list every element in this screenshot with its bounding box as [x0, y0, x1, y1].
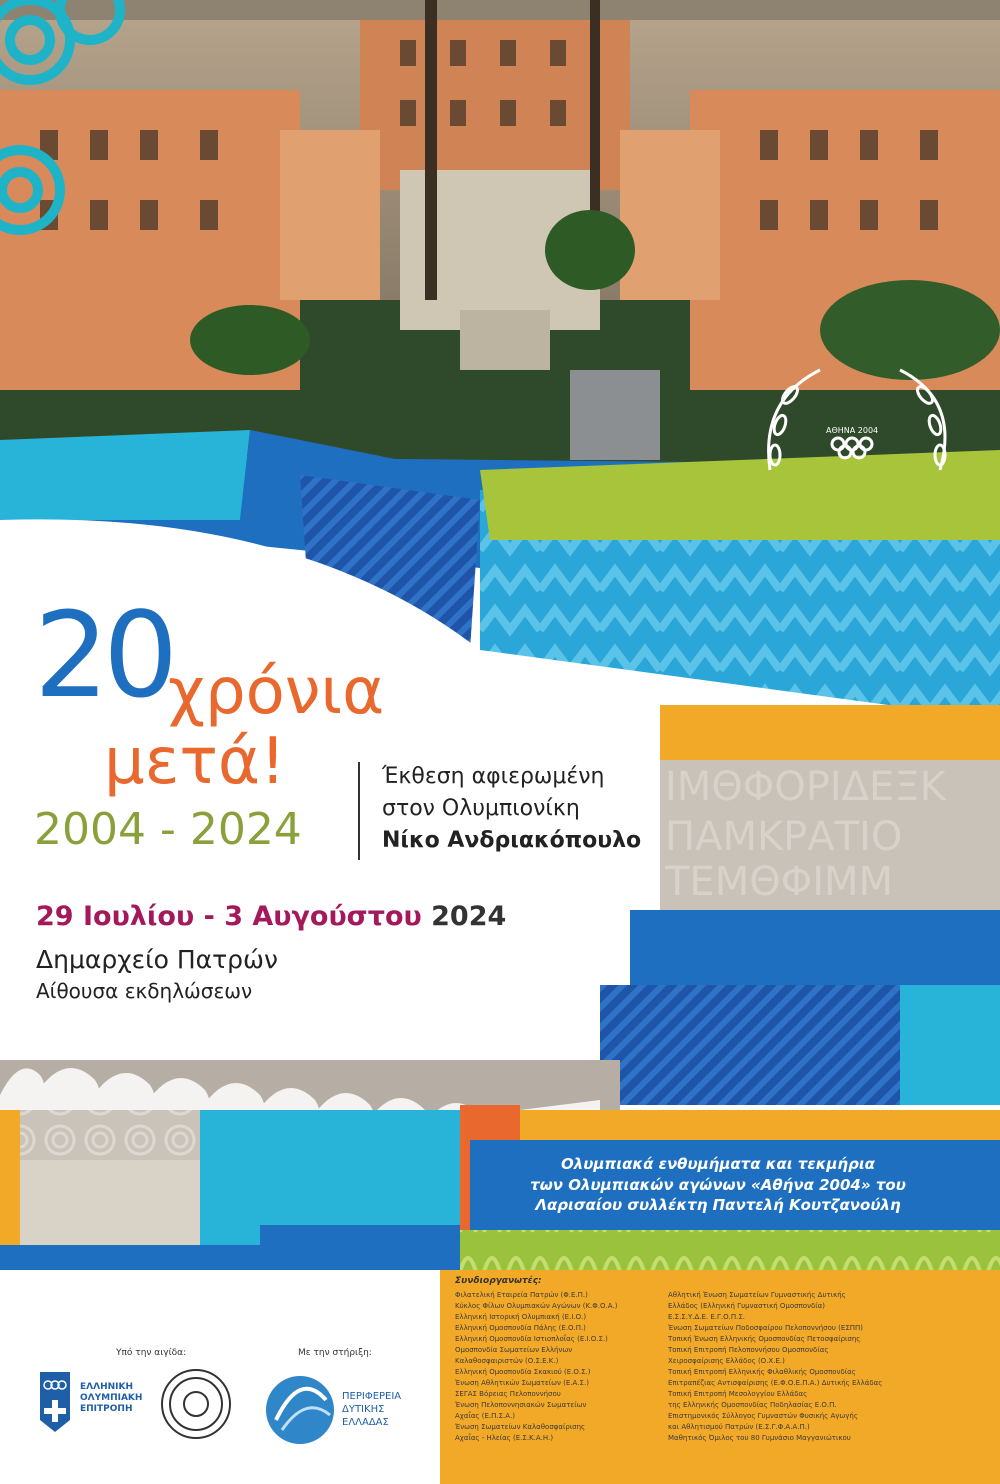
auspices-label: Υπό την αιγίδα: [116, 1348, 187, 1358]
organizer-item: Τοπική Επιτροπή Πελοποννήσου Ομοσπονδίας [668, 1346, 829, 1354]
exhibition-athlete-name: Νίκο Ανδριακόπουλο [382, 828, 642, 853]
organizer-item: Τοπική Επιτροπή Μεσολογγίου Ελλάδας [668, 1390, 808, 1398]
co-organizers-title: Συνδιοργανωτές: [455, 1276, 542, 1286]
collection-line-1: Ολυμπιακά ενθυμήματα και τεκμήρια [561, 1155, 875, 1173]
region-logo [266, 1376, 334, 1444]
region-text-line: ΕΛΛΑΔΑΣ [342, 1417, 389, 1428]
hoc-text-line: ΕΠΙΤΡΟΠΗ [80, 1404, 133, 1414]
organizer-item: Τοπική Επιτροπή Ελληνικής Φιλαθλικής Ομοσπονδίας [668, 1368, 856, 1376]
exhibition-line-2: στον Ολυμπιονίκη [382, 796, 580, 821]
event-dates [36, 902, 506, 932]
organizer-item: της Ελληνικής Ομοσπονδίας Ποδηλασίας Ε.Ο.Π. [668, 1401, 837, 1409]
headline-number: 20 [34, 586, 173, 724]
organizer-item: Ελληνική Ομοσπονδία Πάλης (Ε.Ο.Π.) [455, 1324, 586, 1332]
headline-word-later: μετά! [104, 725, 286, 799]
headline-word-years: χρόνια [168, 655, 385, 729]
organizer-item: Επιτραπέζιας Αντισφαίρισης (Ε.Φ.Ο.Ε.Π.Α.) Δυτικής Ελλάδας [668, 1379, 883, 1387]
organizer-item: Φιλατελική Εταιρεία Πατρών (Φ.Ε.Π.) [455, 1291, 588, 1299]
hoc-logo [40, 1372, 70, 1432]
event-hall: Αίθουσα εκδηλώσεων [36, 979, 253, 1003]
athens-2004-label: ΑΘΗΝΑ 2004 [826, 426, 879, 435]
exhibition-line-1: Έκθεση αφιερωμένη [382, 764, 605, 789]
organizer-item: Ένωση Πελοποννησιακών Σωματείων [455, 1401, 587, 1409]
organizer-item: Ένωση Σωματείων Καλαθοσφαίρισης [455, 1423, 586, 1431]
organizer-item: Κύκλος Φίλων Ολυμπιακών Αγώνων (Κ.Φ.Ο.Α.) [455, 1302, 618, 1310]
event-venue: Δημαρχείο Πατρών [36, 945, 278, 974]
organizer-item: Ένωση Σωματείων Ποδοσφαίρου Πελοποννήσου (ΕΣΠΠ) [668, 1324, 864, 1332]
organizer-item: Ελληνική Ομοσπονδία Ιστιοπλοΐας (Ε.Ι.Ο.Σ.) [455, 1335, 608, 1343]
organizer-item: Ελλάδος (Ελληνική Γυμναστική Ομοσπονδία) [668, 1302, 825, 1310]
organizer-item: Ελληνική Ομοσπονδία Σκακιού (Ε.Ο.Σ.) [455, 1368, 591, 1376]
organizer-item: Ομοσπονδία Σωματείων Ελλήνων [455, 1346, 573, 1354]
organizer-item: Τοπική Ένωση Ελληνικής Ομοσπονδίας Πετοσφαίρισης [668, 1335, 861, 1343]
organizer-item: Επιστημονικός Σύλλογος Γυμναστών Φυσικής Αγωγής [668, 1412, 858, 1420]
collection-description [470, 1154, 966, 1216]
organizer-item: ΣΕΓΑΣ Βόρειας Πελοποννήσου [455, 1390, 561, 1398]
organizer-item: Αχαΐας - Ηλείας (Ε.Σ.Κ.Α.Η.) [455, 1434, 554, 1442]
organizer-item: Μαθητικός Όμιλος του 80 Γυμνάσιο Μαγγανιώτικου [668, 1434, 851, 1442]
organizer-item: και Αθλητισμού Πατρών (Ε.Σ.Γ.Φ.Α.Α.Π.) [668, 1423, 810, 1431]
region-text-line: ΠΕΡΙΦΕΡΕΙΑ [342, 1391, 402, 1402]
organizer-item: Αχαΐας (Ε.Π.Σ.Α.) [455, 1412, 516, 1420]
hoc-logo-text [80, 1382, 142, 1415]
region-text-line: ΔΥΤΙΚΗΣ [342, 1404, 385, 1415]
event-date-range: 29 Ιουλίου - 3 Αυγούστου [36, 901, 422, 932]
headline-year-range: 2004 - 2024 [34, 804, 302, 855]
organizer-item: Ελληνική Ιστορική Ολυμπιακή (Ε.Ι.Ο.) [455, 1313, 587, 1321]
hoc-text-line: ΕΛΛΗΝΙΚΗ [80, 1382, 133, 1392]
organizer-item: Ένωση Αθλητικών Σωματείων (Ε.Α.Σ.) [455, 1379, 589, 1387]
svg-text:ΙΜΘΦΟΡΙΔΕΞΚ: ΙΜΘΦΟΡΙΔΕΞΚ [665, 764, 946, 810]
collection-line-2: των Ολυμπιακών αγώνων «Αθήνα 2004» του [530, 1175, 906, 1194]
svg-text:ΤΕΜΘΦΙΜΜ: ΤΕΜΘΦΙΜΜ [665, 859, 894, 905]
collection-line-3: Λαρισαίου συλλέκτη Παντελή Κουτζανούλη [535, 1196, 901, 1215]
organizer-item: Ε.Σ.Σ.Υ.Δ.Ε. Ε.Γ.Ο.Π.Σ. [668, 1313, 745, 1321]
event-year: 2024 [431, 901, 507, 932]
organizer-item: Καλαθοσφαιριστών (Ο.Σ.Ε.Κ.) [455, 1357, 559, 1365]
co-organizers-list-left [455, 1290, 665, 1444]
svg-text:ΠΑΜΚΡΑΤΙΟ: ΠΑΜΚΡΑΤΙΟ [665, 814, 903, 860]
region-logo-text [342, 1390, 401, 1429]
co-organizers-list-right [668, 1290, 968, 1444]
divider-line [358, 762, 360, 860]
organizer-item: Χειροσφαίρισης Ελλάδος (Ο.Χ.Ε.) [668, 1357, 785, 1365]
support-label: Με την στήριξη: [298, 1348, 372, 1358]
hoc-text-line: ΟΛΥΜΠΙΑΚΗ [80, 1393, 143, 1403]
organizer-item: Αθλητική Ένωση Σωματείων Γυμναστικής Δυτικής [668, 1291, 846, 1299]
